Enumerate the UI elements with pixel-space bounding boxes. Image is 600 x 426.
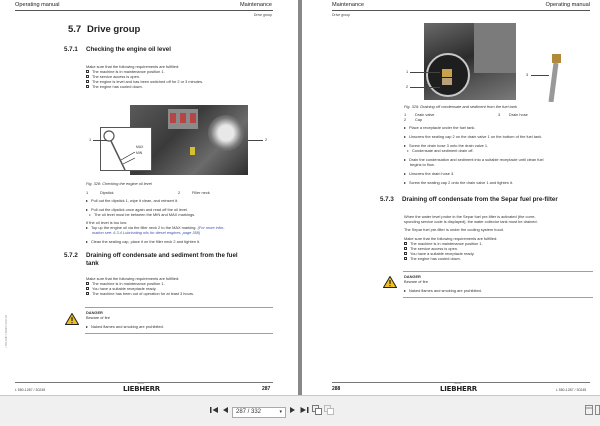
subsection-5-7-2-title-cont: tank — [86, 260, 99, 267]
last-page-icon — [300, 406, 309, 414]
arrow-icon — [86, 241, 88, 243]
paragraph: When the water level probe in the Separ fuel pre-filter is activated (the corre- — [404, 214, 536, 219]
header-left: Operating manual — [15, 2, 60, 8]
warning-triangle-icon — [383, 276, 397, 288]
danger-subtitle: Beware of fire — [86, 315, 111, 320]
footer-doc-id: L 550-1287 / 30245 — [15, 388, 46, 392]
requirement-item: The service access is open. — [86, 74, 140, 79]
subsection-5-7-1-title: 5.7.1 Checking the engine oil level — [64, 46, 171, 53]
drain-hose-image — [547, 52, 567, 102]
danger-subtitle: Beware of fire — [404, 279, 429, 284]
page-number-select[interactable]: 287 / 332 ▾ — [232, 407, 286, 418]
copy-button[interactable] — [312, 405, 322, 417]
step: Pull out the dipstick once again and read off the oil level. — [86, 207, 188, 212]
page-view-icon — [585, 405, 593, 415]
requirement-item: The machine is in maintenance position 1. — [86, 281, 165, 286]
requirement-item: The engine has cooled down. — [404, 256, 461, 261]
arrow-icon — [404, 290, 406, 292]
arrow-icon — [86, 209, 88, 211]
step: Unscrew the sealing cap 2 on the drain valve 1 on the bottom of the fuel tank. — [404, 134, 542, 139]
step: Screw the drain hose 3 onto the drain valve 1. — [404, 143, 488, 148]
requirement-item: You have a suitable receptacle ready. — [86, 286, 156, 291]
max-label: MAX — [136, 145, 144, 149]
section-title: 5.7 Drive group — [68, 24, 141, 35]
footer-doc-id: L 550-1287 / 30245 — [556, 388, 587, 392]
paragraph: sponding service code is displayed), the water collector tank must be drained. — [404, 219, 538, 224]
requirement-item: You have a suitable receptacle ready. — [404, 251, 474, 256]
requirements-intro: Make sure that the following requirements are fulfilled: — [404, 236, 498, 241]
header-right: Operating manual — [545, 2, 590, 8]
arrow-icon — [404, 173, 406, 175]
condition-text: If the oil level is too low: — [86, 220, 128, 225]
arrow-icon — [404, 182, 406, 184]
copy-icon — [312, 405, 322, 415]
page-number: 287 — [262, 386, 271, 392]
previous-page-icon — [222, 406, 229, 414]
liebherr-logo: LIEBHERR — [440, 385, 478, 393]
arrow-icon — [404, 136, 406, 138]
legend-item-2: 2 Filler neck — [178, 190, 210, 195]
step-result: Condensate and sediment drain off. — [407, 148, 474, 153]
header-right: Maintenance — [239, 2, 272, 8]
min-label: MIN — [136, 151, 143, 155]
subsection-5-7-2-title: 5.7.2 Draining off condensate and sediment from the fuel — [64, 252, 238, 259]
figure-label-2: 2 — [406, 84, 409, 89]
warning-triangle-icon — [65, 313, 79, 325]
viewer-toolbar — [0, 395, 600, 426]
lubricating-oils-link-a[interactable]: (For more infor- — [197, 225, 225, 230]
subheader: Drive group — [332, 13, 351, 17]
subheader: Drive group — [253, 13, 272, 17]
danger-title: DANGER — [404, 274, 421, 279]
step: Clean the sealing cap, place it on the filler neck 2 and tighten it. — [86, 239, 200, 244]
figure-caption: Fig. 328: Checking the engine oil level — [86, 181, 152, 186]
legend-item-2: 2 Cap — [404, 117, 423, 122]
arrow-icon — [86, 200, 88, 202]
checkbox-icon — [86, 85, 89, 88]
next-page-icon — [289, 406, 296, 414]
danger-notice — [85, 307, 273, 334]
arrow-icon — [404, 159, 406, 161]
step-cont: begins to flow. — [410, 162, 435, 167]
legend-item-1: 1 Dipstick — [86, 190, 114, 195]
page-number: 288 — [332, 386, 341, 392]
figure-label-1: 1 — [89, 137, 92, 142]
requirements-intro: Make sure that the following requirements are fulfilled: — [86, 276, 180, 281]
danger-step: Naked flames and smoking are prohibited. — [404, 288, 482, 293]
lubricating-oils-link[interactable]: mation see: 6.3.4 Lubricating oils for diesel engines, page 358) — [92, 230, 201, 235]
arrow-icon — [86, 227, 88, 229]
arrow-icon — [404, 127, 406, 129]
dipstick-inset — [100, 127, 152, 171]
requirements-intro: Make sure that the following requirements are fulfilled: — [86, 64, 180, 69]
paragraph: The Separ fuel pre-filter is under the cooling system hood. — [404, 227, 504, 232]
liebherr-logo: LIEBHERR — [123, 385, 161, 393]
figure-caption: Fig. 329: Draining off condensate and sediment from the fuel tank — [404, 104, 517, 109]
result-arrow-icon — [407, 150, 409, 152]
requirement-item: The machine is in maintenance position 1. — [86, 69, 165, 74]
two-page-view-button[interactable] — [595, 405, 600, 417]
figure-label-1: 1 — [406, 69, 409, 74]
single-page-view-button[interactable] — [585, 405, 593, 417]
danger-step: Naked flames and smoking are prohibited. — [86, 324, 164, 329]
step-result: The oil level must be between the MIN and MAX markings. — [89, 212, 195, 217]
legend-item-1: 1 Drain valve — [404, 112, 435, 117]
step: Unscrew the drain hose 3. — [404, 171, 454, 176]
figure-label-2: 2 — [265, 137, 268, 142]
first-page-icon — [210, 406, 219, 414]
step: Place a receptacle under the fuel tank. — [404, 125, 475, 130]
paste-button[interactable] — [324, 405, 334, 417]
header-left: Maintenance — [332, 2, 365, 8]
last-page-button[interactable] — [300, 406, 309, 416]
danger-notice — [403, 271, 593, 298]
logo-tagline: Liebherr — [454, 383, 462, 385]
requirement-item: The engine has cooled down. — [86, 84, 143, 89]
two-page-view-icon — [595, 405, 600, 415]
chevron-down-icon: ▾ — [279, 409, 282, 415]
legend-item-3: 3 Drain hose — [498, 112, 528, 117]
previous-page-button[interactable] — [222, 406, 229, 416]
requirement-item: The service access is open. — [404, 246, 458, 251]
header-divider — [15, 10, 273, 11]
header-divider — [332, 10, 590, 11]
danger-title: DANGER — [86, 310, 103, 315]
requirement-item: The machine has been out of operation for at least 3 hours. — [86, 291, 194, 296]
subsection-5-7-3-title: 5.7.3 Draining off condensate from the Separ fuel pre-filter — [380, 196, 558, 203]
paste-icon — [324, 405, 334, 415]
checkbox-icon — [86, 292, 89, 295]
checkbox-icon — [404, 257, 407, 260]
step: Top up the engine oil via the filler neck 2 to the MAX marking. (For more infor- — [86, 225, 225, 230]
left-page — [0, 0, 298, 395]
dipstick-icon — [101, 128, 153, 172]
requirement-item: The engine is level and has been switched off for 2 or 3 minutes. — [86, 79, 203, 84]
step: Pull out the dipstick 1, wipe it clean, and reinsert it. — [86, 198, 178, 203]
first-page-button[interactable] — [210, 406, 219, 416]
right-page — [302, 0, 600, 395]
result-arrow-icon — [89, 214, 91, 216]
arrow-icon — [404, 145, 406, 147]
step: Screw the sealing cap 2 onto the drain valve 1 and tighten it. — [404, 180, 513, 185]
next-page-button[interactable] — [289, 406, 296, 416]
fuel-tank-photo — [424, 23, 516, 100]
side-note: L 550-1287 / 30245 / 2017-03 — [5, 315, 8, 348]
arrow-icon — [86, 326, 88, 328]
step: Drain the condensation and sediment into a suitable receptacle until clean fuel — [404, 157, 544, 162]
figure-label-3: 3 — [526, 72, 529, 77]
logo-tagline: Liebherr — [137, 383, 145, 385]
requirement-item: The machine is in maintenance position 1. — [404, 241, 483, 246]
